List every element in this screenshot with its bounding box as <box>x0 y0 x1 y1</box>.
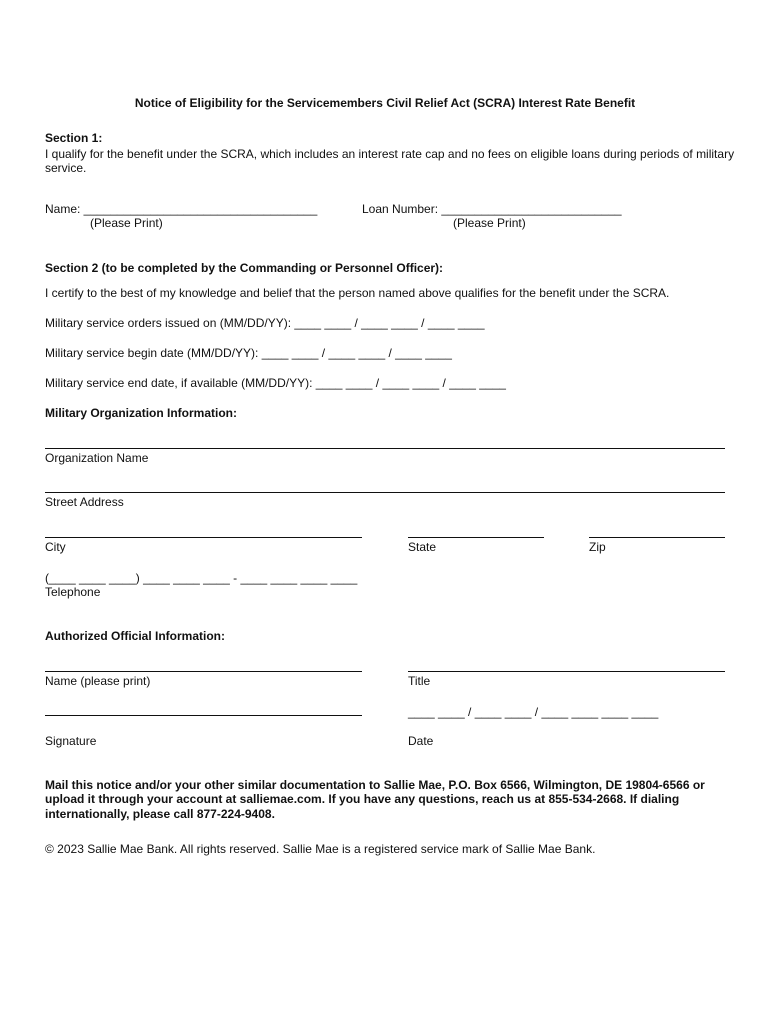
zip-label: Zip <box>589 540 606 554</box>
city-label: City <box>45 540 66 554</box>
official-title-label: Title <box>408 674 431 688</box>
street-address-label: Street Address <box>45 495 124 509</box>
telephone-field[interactable]: (____ ____ ____) ____ ____ ____ - ____ ____ ____ ____ <box>45 571 358 585</box>
begin-date-field[interactable]: Military service begin date (MM/DD/YY): ____ ____ / ____ ____ / ____ ____ <box>45 346 452 360</box>
signature-label: Signature <box>45 734 97 748</box>
copyright-text: © 2023 Sallie Mae Bank. All rights reserved. Sallie Mae is a registered service mark of Sallie Mae Bank. <box>45 842 596 856</box>
org-name-label: Organization Name <box>45 451 149 465</box>
orders-date-field[interactable]: Military service orders issued on (MM/DD/YY): ____ ____ / ____ ____ / ____ ____ <box>45 316 485 330</box>
org-name-line[interactable] <box>45 448 725 449</box>
loan-number-hint: (Please Print) <box>453 216 526 230</box>
section1-text: I qualify for the benefit under the SCRA, which includes an interest rate cap and no fees on eligible loans during periods of military service. <box>45 147 735 176</box>
state-label: State <box>408 540 437 554</box>
official-title-line[interactable] <box>408 671 725 672</box>
city-line[interactable] <box>45 537 362 538</box>
military-org-heading: Military Organization Information: <box>45 406 238 420</box>
state-line[interactable] <box>408 537 544 538</box>
name-field-label[interactable]: Name: ___________________________________ <box>45 202 318 216</box>
end-date-field[interactable]: Military service end date, if available (MM/DD/YY): ____ ____ / ____ ____ / ____ ____ <box>45 376 506 390</box>
official-name-label: Name (please print) <box>45 674 151 688</box>
section2-heading: Section 2 (to be completed by the Commanding or Personnel Officer): <box>45 261 444 275</box>
official-date-label: Date <box>408 734 434 748</box>
certify-text: I certify to the best of my knowledge and belief that the person named above qualifies for the benefit under the SCRA. <box>45 286 670 300</box>
official-name-line[interactable] <box>45 671 362 672</box>
zip-line[interactable] <box>589 537 725 538</box>
loan-number-label[interactable]: Loan Number: ___________________________ <box>362 202 622 216</box>
mail-notice: Mail this notice and/or your other similar documentation to Sallie Mae, P.O. Box 6566, Wilmington, DE 19804-6566 or upload it through your account at salliemae.com. If you have any questions, reach us at 855-534-2668. If dialing internationally, please call 877-224-9408. <box>45 778 705 821</box>
form-title: Notice of Eligibility for the Servicemembers Civil Relief Act (SCRA) Interest Rate Benefit <box>134 96 636 110</box>
section1-heading: Section 1: <box>45 131 103 145</box>
telephone-label: Telephone <box>45 585 101 599</box>
name-field-hint: (Please Print) <box>90 216 163 230</box>
official-date-field[interactable]: ____ ____ / ____ ____ / ____ ____ ____ ____ <box>408 705 659 719</box>
signature-line[interactable] <box>45 715 362 716</box>
official-heading: Authorized Official Information: <box>45 629 225 643</box>
street-address-line[interactable] <box>45 492 725 493</box>
